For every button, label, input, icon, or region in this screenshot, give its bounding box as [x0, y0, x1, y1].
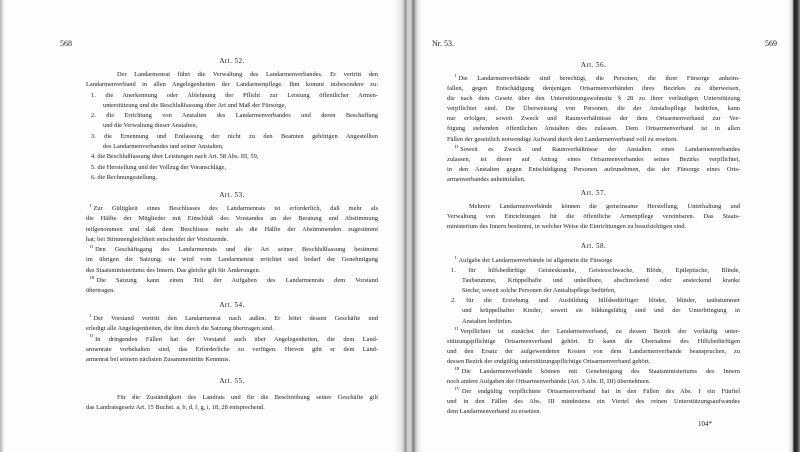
line-text: Soweit es Zweck und Raumverhältnisse der Anstalten eines Landarmenverbandes: [460, 145, 740, 153]
text-line: im übrigen die Satzung; sie wird vom Landarmenrat errichtet und bedarf der Genehmigung: [86, 256, 378, 264]
text-line: Sieche, soweit solche Personen der Anstaltspflege bedürfen,: [462, 287, 616, 295]
line-text: Zur Gültigkeit eines Beschlusses des Landarmenrats ist erforderlich, daß mehr als: [93, 205, 378, 212]
text-line: [86, 314, 378, 324]
paragraph-mark: I: [90, 312, 92, 318]
signature-mark: 104*: [698, 420, 712, 428]
left-page-text: [86, 0, 378, 452]
text-line: [86, 204, 378, 214]
text-line: [86, 276, 378, 286]
text-line: Landarmenverband in allen Angelegenheiten der Landarmenpflege. Ihm kommt insbesondere zu:: [86, 81, 378, 89]
text-line: [86, 335, 378, 345]
text-line: des Landarmenverbandes und seiner Anstalten,: [103, 143, 224, 151]
list-item: 3. die Ernennung und Entlassung der nicht zu den Beamten gehörigen Angestellten: [91, 132, 378, 140]
text-line: und krüppelhafter Kinder, soweit sie bildungsfähig sind und der Unterbringung in: [462, 307, 740, 315]
text-line: armenrat bei seinem nächsten Zusammentritte Kenntnis.: [86, 356, 231, 364]
text-line: armenverbandes anheimfallen.: [447, 175, 526, 183]
list-item: 1. für hilfsbedürftige Geisteskranke, Geistesschwache, Blöde, Epileptische, Blinde,: [451, 267, 740, 275]
text-line: übertragen.: [86, 287, 115, 295]
line-text: Die Satzung kann einen Teil der Aufgaben des Landarmenrats dem Vorstand: [96, 277, 378, 285]
scan-left-edge: [0, 0, 4, 452]
text-line: [447, 387, 740, 397]
line-text: Der endgültig verpflichtete Ortsarmenverband hat in den Fällen des Abs. I ein Fünftel: [461, 388, 740, 396]
text-line: zulassen, ist dieser auf Antrag eines Ortsarmenverbandes seines Bezirks verpflichtet,: [447, 155, 740, 163]
paragraph-mark: II: [455, 325, 459, 331]
list-item: 6. die Rechnungsstellung.: [91, 173, 158, 181]
text-line: verpflichtet sind. Die Überweisung von Personen, die der Anstaltspflege bedürfen, kann: [447, 105, 740, 113]
text-line: Anstalten bedürfen.: [462, 317, 513, 325]
text-line: die Hälfte der Mitglieder mit Einschluß des Vorstandes an der Beratung und Abstimmung: [86, 215, 378, 223]
paragraph-mark: I: [455, 254, 457, 260]
line-text: Den Geschäftsgang des Landarmenrats und die Art seiner Beschlußfassung bestimmt: [95, 246, 378, 254]
page-number-right: 569: [765, 39, 777, 48]
paragraph-mark: III: [455, 365, 460, 371]
paragraph-mark: II: [90, 333, 94, 339]
text-line: dessen Bezirk der endgültig unterstützungspflichtige Ortsarmenverband gehört.: [447, 357, 651, 365]
text-line: und in den Fällen des Abs. III mindestens ein Viertel des reinen Unterstützungsaufwandes: [447, 398, 740, 406]
article-heading: Art. 56.: [580, 61, 607, 69]
text-line: [447, 256, 740, 266]
text-line: fallen, gegen Entschädigung denjenigen Ortsarmenverbänden ihres Bezirkes zu überweisen,: [447, 85, 740, 93]
text-line: nur erfolgen, soweit Zweck und Raumverhältnisse der dem Ortsarmenverband zur Ver-: [447, 115, 740, 123]
list-item: 4. die Beschlußfassung über Leistungen nach Art. 58 Abs. III, 59,: [91, 153, 259, 161]
text-line: Fällen der gesetzlich notwendige Aufwand durch den Landarmenverband voll zu ersetzen.: [447, 135, 678, 143]
text-line: armenrate vorbehalten sind, das Erforderliche zu verfügen. Hievon gibt er dem Land-: [86, 345, 378, 353]
text-line: die nach dem Gesetz über den Unterstützungswohnsitz § 28 zu ihrer vorläufigen Unterstützung: [447, 95, 740, 103]
text-line: Verwaltung von Einrichtungen für die öffentliche Armenpflege vereinbaren. Das Staats-: [447, 213, 740, 221]
paragraph-mark: IV: [455, 386, 460, 392]
text-line: Taubstumme, Krüppelhafte und unheilbare, abschreckend oder ansteckend kranke: [462, 277, 740, 285]
article-heading: Art. 55.: [219, 377, 245, 385]
text-line: Der Landarmenrat führt die Verwaltung des Landarmenverbandes. Er vertritt den: [117, 71, 378, 78]
page-number-left: 568: [60, 39, 72, 48]
article-56: [447, 60, 740, 185]
article-heading: Art. 54.: [219, 301, 245, 309]
text-line: [86, 245, 378, 255]
text-line: Für die Zuständigkeit des Landrats und für die Beschreibung seiner Geschäfte gilt: [117, 394, 378, 401]
text-line: [447, 327, 740, 337]
text-line: das Landratsgesetz Art. 15 Buchst. a, b, d, f, g, i, 18, 28 entsprechend.: [86, 404, 265, 412]
line-text: Verpflichtet ist zunächst der Landarmenverband, zu dessen Bezirk der vorläufig unter-: [460, 327, 740, 335]
book-gutter: [394, 0, 422, 452]
paragraph-mark: III: [90, 274, 95, 280]
article-55: [86, 376, 378, 414]
list-item: 1. die Anerkennung oder Ablehnung der Pflicht zur Leistung öffentlicher Armen-: [91, 91, 378, 99]
line-text: Aufgabe der Landarmenverbände ist allgemein die Fürsorge: [458, 257, 613, 264]
paragraph-mark: II: [90, 244, 94, 250]
paragraph-mark: I: [90, 202, 92, 208]
right-page-text: [447, 0, 740, 452]
article-heading: Art. 52.: [219, 57, 245, 65]
line-text: Die Landarmenverbände können mit Genehmigung des Staatsministeriums des Innern: [461, 368, 740, 376]
article-heading: Art. 53.: [219, 191, 245, 199]
text-line: hat; bei Stimmengleichheit entscheidet der Vorsitzende.: [86, 235, 229, 243]
article-54: [86, 300, 378, 365]
list-item: 2. für die Erziehung und Ausbildung hilfsbedürftiger blöder, blinder, taubstummer: [451, 297, 740, 305]
article-58: [447, 241, 740, 418]
paragraph-mark: I: [455, 72, 457, 78]
text-line: Mehrere Landarmenverbände können die gemeinsame Herstellung, Unterhaltung und: [469, 203, 740, 210]
text-line: [447, 74, 740, 84]
article-53: [86, 190, 378, 297]
article-heading: Art. 57.: [580, 189, 607, 197]
text-line: fügung stehenden öffentlichen Anstalten dies zulassen. Dem Ortsarmenverband ist in allen: [447, 125, 740, 133]
issue-number: Nr. 53.: [432, 39, 454, 48]
article-heading: Art. 58.: [580, 242, 607, 250]
text-line: in den Anstalten gegen Entschädigung Personen aufzunehmen, die der Fürsorge eines Orts-: [447, 165, 740, 173]
article-52: [86, 56, 378, 183]
article-57: [447, 188, 740, 232]
text-line: stützungspflichtige Ortsarmenverband gehört. Er kann die Übernahme des Hilfsbedürftigen: [447, 337, 740, 345]
text-line: und die Verwaltung dieser Anstalten,: [103, 122, 198, 130]
text-line: ministerium des Innern bestimmt, in welcher Weise die Einrichtungen zu beaufsichtigen sind.: [447, 223, 687, 231]
text-line: unterstützung und die Beschlußfassung über Art und Maß der Fürsorge,: [103, 101, 287, 109]
list-item: 2. die Errichtung von Anstalten des Landarmenverbandes und deren Beschaffung: [91, 112, 378, 120]
text-line: noch andere Aufgaben der Ortsarmenverbände (Art. 3 Abs. II, III) übernehmen.: [447, 378, 651, 386]
page-edge: [788, 0, 800, 452]
text-line: dem Landarmenverband zu ersetzen.: [447, 408, 542, 416]
line-text: Der Vorstand vertritt den Landarmenrat nach außen. Er leitet dessen Geschäfte und: [93, 315, 378, 322]
paragraph-mark: II: [455, 143, 459, 149]
line-text: In dringenden Fällen hat der Vorstand auch über Angelegenheiten, die dem Land-: [95, 335, 378, 343]
text-line: [447, 367, 740, 377]
line-text: Die Landarmenverbände sind berechtigt, die Personen, die ihrer Fürsorge anheim-: [458, 75, 740, 82]
text-line: teilgenommen und daß dem Beschlusse mehr als die Hälfte der Abstimmenden zugestimmt: [86, 225, 378, 233]
text-line: und den Ersatz der aufgewendeten Kosten von dem Landarmenverbande beanspruchen, zu: [447, 347, 740, 355]
text-line: des Staatsministeriums des Innern. Das gleiche gilt für Änderungen.: [86, 266, 261, 274]
text-line: [447, 145, 740, 155]
list-item: 5. die Herstellung und der Vollzug der Voranschläge,: [91, 163, 226, 171]
text-line: erledigt alle Angelegenheiten, die ihm durch die Satzung übertragen sind.: [86, 325, 274, 333]
